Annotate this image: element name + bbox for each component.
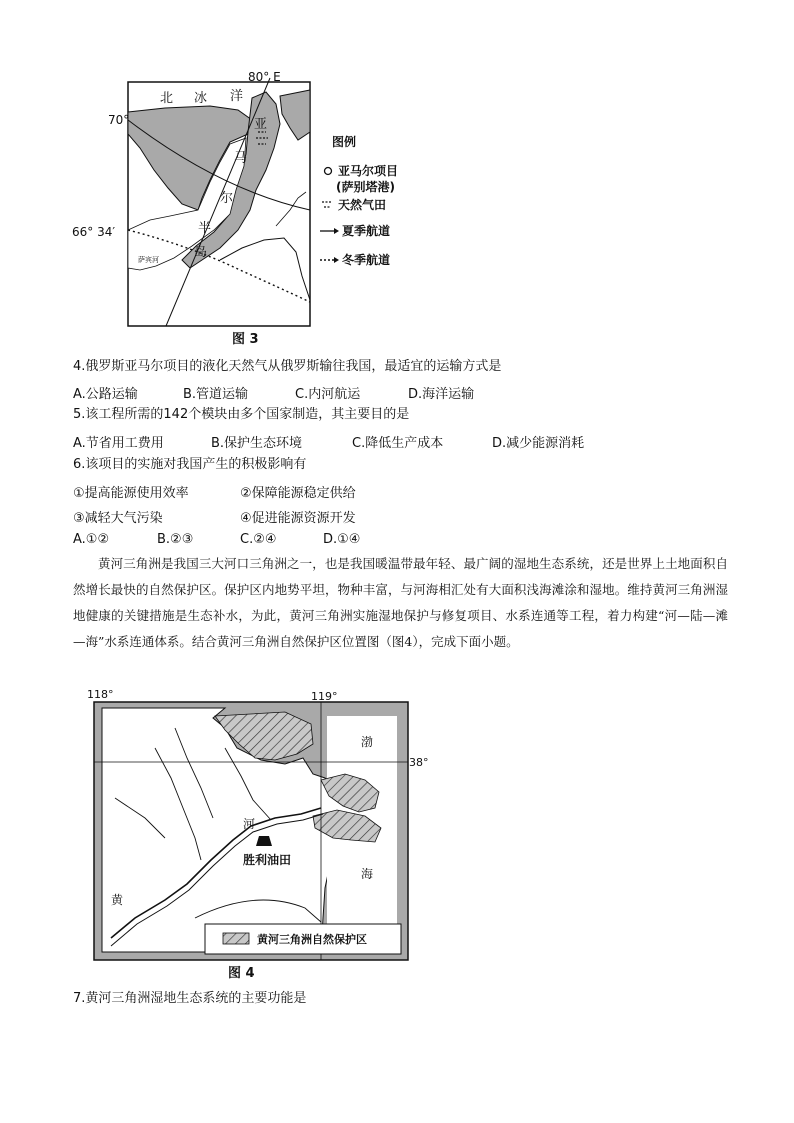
q6-stem: 6.该项目的实施对我国产生的积极影响有 [73,457,307,472]
bohai-label-2: 海 [361,867,374,881]
q4-option-c: C.内河航运 [295,387,361,402]
peninsula-label-1: 亚 [254,117,268,132]
q6-item-1: ①提高能源使用效率 [73,486,189,501]
figure3-map [70,70,410,345]
legend-protected-label: 黄河三角洲自然保护区 [257,933,367,946]
q6-option-a: A.①② [73,532,110,547]
legend-hatch-swatch [223,933,249,944]
lat-66-label: 66° 34′ [72,225,116,239]
peninsula-label-4: 半 [198,221,212,236]
q7-stem: 7.黄河三角洲湿地生态系统的主要功能是 [73,991,307,1006]
sea-label-3: 洋 [230,89,244,104]
q5-stem: 5.该工程所需的142个模块由多个国家制造，其主要目的是 [73,407,410,422]
q6-item-4: ④促进能源资源开发 [240,511,356,526]
legend-summer-route: 夏季航道 [342,224,391,238]
q4-option-b: B.管道运输 [183,387,249,402]
q6-option-b: B.②③ [157,532,194,547]
q5-option-a: A.节省用工费用 [73,436,164,451]
legend-title: 图例 [332,135,357,149]
q6-option-c: C.②④ [240,532,277,547]
gas-field-legend-icon [322,202,332,207]
sea-label-1: 北 [160,91,174,106]
river-label: 河 [243,817,256,831]
legend-port: (萨别塔港) [336,180,395,194]
q5-option-d: D.减少能源消耗 [492,436,585,451]
q4-stem: 4.俄罗斯亚马尔项目的液化天然气从俄罗斯输往我国，最适宜的运输方式是 [73,359,502,374]
legend-winter-route: 冬季航道 [342,253,391,267]
peninsula-label-2: 马 [234,151,248,166]
q4-option-a: A.公路运输 [73,387,138,402]
q5-option-b: B.保护生态环境 [211,436,303,451]
peninsula-label-5: 岛 [194,245,208,260]
legend-gas-field: 天然气田 [338,198,387,212]
q6-option-d: D.①④ [323,532,361,547]
lat-70-label: 70° [108,113,130,127]
place-label: 萨宾河 [138,256,159,264]
figure3-caption: 图 3 [232,332,259,347]
figure4-map [75,688,435,983]
lon-80e-label: 80° E [248,70,281,84]
legend-project: 亚马尔项目 [338,164,399,178]
q5-option-c: C.降低生产成本 [352,436,444,451]
lon-119-label: 119° [311,690,338,703]
peninsula-label-3: 尔 [220,191,234,206]
q6-item-3: ③减轻大气污染 [73,511,163,526]
lon-118-label: 118° [87,688,114,701]
q6-item-2: ②保障能源稳定供给 [240,486,356,501]
passage-paragraph: 黄河三角洲是我国三大河口三角洲之一，也是我国暖温带最年轻、最广阔的湿地生态系统，还是世界上土地面积自然增长最快的自然保护区。保护区内地势平坦，物种丰富，与河海相汇处有大面积浅海滩涂和湿地。维持黄河三角洲湿地健康的关键措施是生态补水，为此，黄河三角洲实施湿地保护与修复项目、水系连通等工程，着力构建“河—陆—滩—海”水系连通体系。结合黄河三角洲自然保护区位置图（图4），完成下面小题。 [73,556,728,649]
q4-option-d: D.海洋运输 [408,387,475,402]
oilfield-label: 胜利油田 [243,853,292,867]
sea-label-2: 冰 [194,91,208,106]
bohai-label-1: 渤 [361,735,374,749]
huang-label: 黄 [111,893,124,907]
project-icon [325,168,332,175]
lat-38-label: 38° [409,756,429,769]
figure4-caption: 图 4 [228,966,255,981]
